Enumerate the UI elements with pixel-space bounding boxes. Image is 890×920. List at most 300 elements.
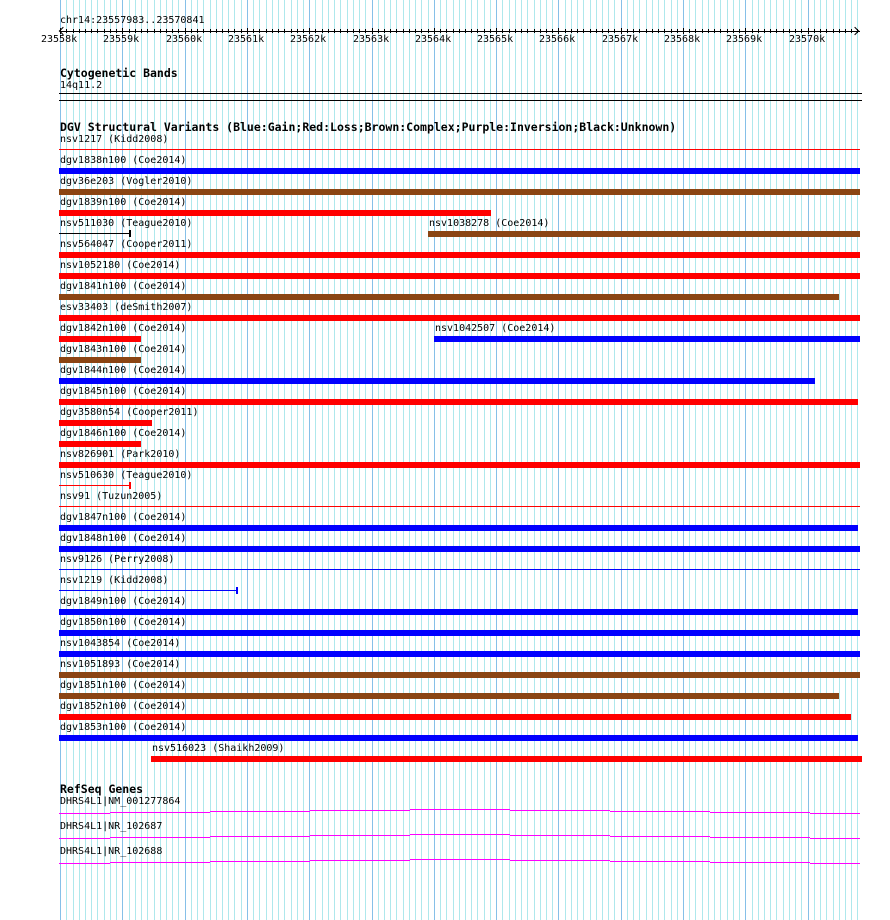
ruler-tick-label: 23563k (353, 34, 390, 45)
ruler-axis (60, 31, 860, 32)
ruler-tick (116, 29, 117, 33)
grid-line (359, 0, 360, 920)
variant-label[interactable]: nsv516023 (Shaikh2009) (152, 743, 285, 754)
variant-bar[interactable] (59, 252, 860, 258)
variant-bar[interactable] (59, 609, 858, 615)
ruler-tick (210, 29, 211, 33)
grid-line (484, 0, 485, 920)
ruler-tick (222, 29, 223, 33)
ruler-tick (857, 29, 858, 33)
grid-line (565, 0, 566, 920)
ruler-tick (652, 29, 653, 33)
variant-end-cap (129, 230, 131, 237)
ruler-tick (365, 29, 366, 33)
variant-bar[interactable] (59, 168, 860, 174)
gene-intron-line[interactable] (310, 860, 410, 861)
grid-line (820, 0, 821, 920)
grid-line (415, 0, 416, 920)
ruler-tick (396, 29, 397, 33)
ruler-tick (565, 29, 566, 33)
ruler-tick-label: 23568k (664, 34, 701, 45)
grid-line (272, 0, 273, 920)
gene-intron-line[interactable] (410, 809, 510, 810)
grid-line (453, 0, 454, 920)
ruler-tick (646, 29, 647, 33)
variant-label[interactable]: dgv1849n100 (Coe2014) (60, 596, 187, 607)
variant-label[interactable]: nsv510630 (Teague2010) (60, 470, 193, 481)
ruler-tick (234, 29, 235, 33)
gene-intron-line[interactable] (110, 812, 210, 813)
variant-label[interactable]: dgv1844n100 (Coe2014) (60, 365, 187, 376)
grid-line (776, 0, 777, 920)
ruler-tick (415, 29, 416, 33)
ruler-tick (104, 29, 105, 33)
ruler-tick (502, 29, 503, 33)
gene-intron-line[interactable] (710, 862, 810, 863)
ruler-tick (695, 29, 696, 33)
grid-line (845, 0, 846, 920)
grid-line (683, 0, 684, 920)
grid-line (695, 0, 696, 920)
ruler-tick (154, 29, 155, 33)
variant-bar[interactable] (59, 693, 839, 699)
grid-line (216, 0, 217, 920)
grid-line (428, 0, 429, 920)
gene-intron-line[interactable] (310, 810, 410, 811)
grid-line (340, 0, 341, 920)
ruler-tick-label: 23565k (477, 34, 514, 45)
ruler-tick (291, 29, 292, 33)
grid-line (583, 0, 584, 920)
ruler-tick (627, 29, 628, 33)
variant-bar[interactable] (59, 525, 858, 531)
variant-end-cap (236, 587, 238, 594)
cytoband-label: 14q11.2 (60, 80, 103, 91)
ruler-tick (241, 29, 242, 33)
ruler-tick (484, 29, 485, 33)
gene-intron-line[interactable] (510, 810, 610, 811)
ruler-tick (490, 29, 491, 33)
ruler-tick-label: 23558k (41, 34, 78, 45)
variant-label[interactable]: dgv1843n100 (Coe2014) (60, 344, 187, 355)
grid-line (627, 0, 628, 920)
gene-intron-line[interactable] (210, 861, 310, 862)
grid-line (527, 0, 528, 920)
ruler-tick (521, 29, 522, 33)
grid-line (608, 0, 609, 920)
ruler-tick (552, 29, 553, 33)
variant-label[interactable]: nsv1219 (Kidd2008) (60, 575, 169, 586)
gene-intron-line[interactable] (510, 835, 610, 836)
grid-line (708, 0, 709, 920)
variant-bar[interactable] (59, 714, 851, 720)
grid-line (808, 0, 809, 920)
grid-line (259, 0, 260, 920)
ruler-tick (135, 29, 136, 33)
gene-intron-line[interactable] (710, 837, 810, 838)
ruler-tick (259, 29, 260, 33)
grid-line (353, 0, 354, 920)
dgv-track-title: DGV Structural Variants (Blue:Gain;Red:Loss;Brown:Complex;Purple:Inversion;Black:Unknown) (60, 120, 677, 134)
ruler-tick (303, 29, 304, 33)
grid-line (857, 0, 858, 920)
variant-bar[interactable] (59, 651, 860, 657)
variant-bar[interactable] (59, 441, 141, 447)
grid-line (328, 0, 329, 920)
ruler-tick (446, 29, 447, 33)
ruler-tick (608, 29, 609, 33)
gene-intron-line[interactable] (810, 838, 860, 839)
variant-label[interactable]: nsv91 (Tuzun2005) (60, 491, 163, 502)
ruler-tick (403, 29, 404, 33)
grid-line (490, 0, 491, 920)
gene-intron-line[interactable] (59, 863, 110, 864)
ruler-tick (197, 29, 198, 33)
gene-label[interactable]: DHRS4L1|NR_102688 (60, 846, 163, 857)
ruler-tick (147, 29, 148, 33)
grid-line (658, 0, 659, 920)
grid-line (278, 0, 279, 920)
gene-intron-line[interactable] (610, 861, 710, 862)
grid-line (577, 0, 578, 920)
grid-line (770, 0, 771, 920)
variant-bar[interactable] (59, 315, 860, 321)
ruler-tick (571, 29, 572, 33)
gene-label[interactable]: DHRS4L1|NM_001277864 (60, 796, 181, 807)
variant-label[interactable]: nsv1042507 (Coe2014) (435, 323, 556, 334)
ruler-tick (820, 29, 821, 33)
ruler-tick (160, 29, 161, 33)
ruler-tick (758, 29, 759, 33)
ruler-tick (708, 29, 709, 33)
variant-label[interactable]: dgv1848n100 (Coe2014) (60, 533, 187, 544)
gene-intron-line[interactable] (210, 836, 310, 837)
grid-line (303, 0, 304, 920)
variant-label[interactable]: dgv1838n100 (Coe2014) (60, 155, 187, 166)
variant-bar[interactable] (59, 273, 860, 279)
grid-line (534, 0, 535, 920)
ruler-tick (191, 29, 192, 33)
grid-line (471, 0, 472, 920)
gene-intron-line[interactable] (810, 813, 860, 814)
grid-line (633, 0, 634, 920)
variant-line[interactable] (59, 590, 237, 591)
ruler-tick (272, 29, 273, 33)
grid-line (833, 0, 834, 920)
grid-line (222, 0, 223, 920)
gene-intron-line[interactable] (110, 837, 210, 838)
ruler-tick (677, 29, 678, 33)
ruler-tick (166, 29, 167, 33)
grid-line (745, 0, 746, 920)
ruler-tick (633, 29, 634, 33)
variant-line[interactable] (59, 569, 860, 570)
ruler-tick (421, 29, 422, 33)
variant-label[interactable]: nsv1038278 (Coe2014) (429, 218, 550, 229)
grid-line (590, 0, 591, 920)
ruler-tick (540, 29, 541, 33)
gene-intron-line[interactable] (610, 811, 710, 812)
ruler-tick (390, 29, 391, 33)
grid-line (814, 0, 815, 920)
ruler-tick (328, 29, 329, 33)
ruler-tick-label: 23569k (726, 34, 763, 45)
gene-intron-line[interactable] (410, 859, 510, 860)
grid-line (652, 0, 653, 920)
grid-line (347, 0, 348, 920)
ruler-tick-label: 23566k (539, 34, 576, 45)
gene-intron-line[interactable] (210, 811, 310, 812)
grid-line (546, 0, 547, 920)
variant-label[interactable]: dgv1851n100 (Coe2014) (60, 680, 187, 691)
ruler-tick (515, 29, 516, 33)
ruler-tick (752, 29, 753, 33)
ruler-tick-label: 23561k (228, 34, 265, 45)
ruler-tick-label: 23559k (103, 34, 140, 45)
grid-line (639, 0, 640, 920)
ruler-tick (347, 29, 348, 33)
variant-label[interactable]: dgv1839n100 (Coe2014) (60, 197, 187, 208)
ruler-tick (689, 29, 690, 33)
variant-line[interactable] (59, 233, 130, 234)
grid-line (390, 0, 391, 920)
ruler-tick (851, 29, 852, 33)
grid-line (614, 0, 615, 920)
ruler-tick (353, 29, 354, 33)
cytobands-title: Cytogenetic Bands (60, 66, 178, 80)
grid-line (602, 0, 603, 920)
grid-line (191, 0, 192, 920)
gene-intron-line[interactable] (810, 863, 860, 864)
grid-line (540, 0, 541, 920)
grid-line (621, 0, 622, 920)
grid-line (440, 0, 441, 920)
grid-line (851, 0, 852, 920)
grid-line (502, 0, 503, 920)
gene-label[interactable]: DHRS4L1|NR_102687 (60, 821, 163, 832)
variant-label[interactable]: dgv3580n54 (Cooper2011) (60, 407, 199, 418)
ruler-tick (702, 29, 703, 33)
grid-line (789, 0, 790, 920)
ruler-tick (714, 29, 715, 33)
variant-label[interactable]: dgv1853n100 (Coe2014) (60, 722, 187, 733)
variant-bar[interactable] (59, 294, 839, 300)
grid-line (465, 0, 466, 920)
grid-line (758, 0, 759, 920)
ruler-tick (471, 29, 472, 33)
variant-label[interactable]: dgv1841n100 (Coe2014) (60, 281, 187, 292)
variant-bar[interactable] (59, 210, 491, 216)
ruler-tick (334, 29, 335, 33)
ruler-tick-label: 23567k (602, 34, 639, 45)
grid-line (515, 0, 516, 920)
ruler-tick (590, 29, 591, 33)
gene-intron-line[interactable] (610, 836, 710, 837)
gene-intron-line[interactable] (710, 812, 810, 813)
grid-line (720, 0, 721, 920)
ruler-tick (178, 29, 179, 33)
grid-line (378, 0, 379, 920)
grid-line (839, 0, 840, 920)
gene-intron-line[interactable] (59, 813, 110, 814)
variant-bar[interactable] (59, 546, 860, 552)
grid-line (409, 0, 410, 920)
cytoband-line-bottom (59, 100, 862, 101)
grid-line (571, 0, 572, 920)
grid-line (552, 0, 553, 920)
grid-line (421, 0, 422, 920)
ruler-tick (839, 29, 840, 33)
ruler-tick (795, 29, 796, 33)
variant-label[interactable]: nsv1052180 (Coe2014) (60, 260, 181, 271)
ruler-tick-label: 23562k (290, 34, 327, 45)
variant-end-cap (129, 482, 131, 489)
ruler-tick (764, 29, 765, 33)
variant-bar[interactable] (59, 420, 152, 426)
grid-line (210, 0, 211, 920)
variant-label[interactable]: nsv564047 (Cooper2011) (60, 239, 193, 250)
ruler-tick-label: 23570k (789, 34, 826, 45)
variant-label[interactable]: dgv36e203 (Vogler2010) (60, 176, 193, 187)
ruler-tick (129, 29, 130, 33)
variant-bar[interactable] (59, 672, 860, 678)
ruler-tick (658, 29, 659, 33)
ruler-tick (297, 29, 298, 33)
ruler-tick (671, 29, 672, 33)
variant-bar[interactable] (434, 336, 860, 342)
grid-line (247, 0, 248, 920)
region-label: chr14:23557983..23570841 (60, 15, 205, 26)
ruler-tick (384, 29, 385, 33)
ruler-tick (814, 29, 815, 33)
variant-label[interactable]: dgv1842n100 (Coe2014) (60, 323, 187, 334)
grid-line (309, 0, 310, 920)
ruler-tick (66, 29, 67, 33)
grid-line (795, 0, 796, 920)
grid-line (689, 0, 690, 920)
ruler-tick (440, 29, 441, 33)
ruler-tick (583, 29, 584, 33)
ruler-tick (664, 29, 665, 33)
ruler-tick (266, 29, 267, 33)
grid-line (434, 0, 435, 920)
grid-line (384, 0, 385, 920)
variant-bar[interactable] (59, 630, 860, 636)
ruler-tick (727, 29, 728, 33)
variant-bar[interactable] (59, 399, 858, 405)
variant-label[interactable]: dgv1847n100 (Coe2014) (60, 512, 187, 523)
gene-intron-line[interactable] (110, 862, 210, 863)
grid-line (826, 0, 827, 920)
grid-line (733, 0, 734, 920)
grid-line (509, 0, 510, 920)
variant-label[interactable]: esv33403 (deSmith2007) (60, 302, 193, 313)
grid-line (372, 0, 373, 920)
grid-line (783, 0, 784, 920)
variant-line[interactable] (59, 149, 860, 150)
variant-label[interactable]: dgv1846n100 (Coe2014) (60, 428, 187, 439)
grid-line (752, 0, 753, 920)
ruler-tick (477, 29, 478, 33)
variant-bar[interactable] (59, 189, 860, 195)
variant-label[interactable]: nsv1051893 (Coe2014) (60, 659, 181, 670)
variant-label[interactable]: nsv1043854 (Coe2014) (60, 638, 181, 649)
grid-line (596, 0, 597, 920)
grid-line (671, 0, 672, 920)
ruler-tick (776, 29, 777, 33)
grid-line (727, 0, 728, 920)
grid-line (291, 0, 292, 920)
ruler-tick (85, 29, 86, 33)
gene-intron-line[interactable] (310, 835, 410, 836)
grid-line (702, 0, 703, 920)
ruler-tick-label: 23564k (415, 34, 452, 45)
ruler-tick (720, 29, 721, 33)
ruler-tick (79, 29, 80, 33)
ruler-tick (639, 29, 640, 33)
grid-line (477, 0, 478, 920)
grid-line (403, 0, 404, 920)
variant-bar[interactable] (151, 756, 862, 762)
variant-label[interactable]: dgv1845n100 (Coe2014) (60, 386, 187, 397)
variant-label[interactable]: nsv511030 (Teague2010) (60, 218, 193, 229)
grid-line (521, 0, 522, 920)
variant-bar[interactable] (59, 378, 815, 384)
grid-line (664, 0, 665, 920)
variant-label[interactable]: nsv826901 (Park2010) (60, 449, 181, 460)
grid-line (315, 0, 316, 920)
ruler-tick (577, 29, 578, 33)
ruler-tick (739, 29, 740, 33)
variant-bar[interactable] (59, 462, 860, 468)
gene-intron-line[interactable] (410, 834, 510, 835)
grid-line (446, 0, 447, 920)
ruler-tick (228, 29, 229, 33)
grid-line (234, 0, 235, 920)
ruler-tick (614, 29, 615, 33)
ruler-tick (459, 29, 460, 33)
ruler-tick-label: 23560k (166, 34, 203, 45)
ruler-tick (596, 29, 597, 33)
variant-label[interactable]: nsv1217 (Kidd2008) (60, 134, 169, 145)
variant-bar[interactable] (428, 231, 860, 237)
grid-line (739, 0, 740, 920)
variant-line[interactable] (59, 506, 860, 507)
ruler-tick (770, 29, 771, 33)
ruler-tick (322, 29, 323, 33)
ruler-tick (378, 29, 379, 33)
ruler-tick (833, 29, 834, 33)
gene-intron-line[interactable] (59, 838, 110, 839)
ruler-tick (602, 29, 603, 33)
variant-bar[interactable] (59, 735, 858, 741)
variant-bar[interactable] (59, 357, 141, 363)
ruler-tick (428, 29, 429, 33)
variant-label[interactable]: dgv1852n100 (Coe2014) (60, 701, 187, 712)
variant-line[interactable] (59, 485, 130, 486)
grid-line (764, 0, 765, 920)
variant-label[interactable]: nsv9126 (Perry2008) (60, 554, 175, 565)
gene-intron-line[interactable] (510, 860, 610, 861)
grid-line (365, 0, 366, 920)
grid-line (284, 0, 285, 920)
grid-line (558, 0, 559, 920)
ruler-tick (409, 29, 410, 33)
ruler-tick (278, 29, 279, 33)
grid-line (228, 0, 229, 920)
variant-bar[interactable] (59, 336, 141, 342)
variant-label[interactable]: dgv1850n100 (Coe2014) (60, 617, 187, 628)
